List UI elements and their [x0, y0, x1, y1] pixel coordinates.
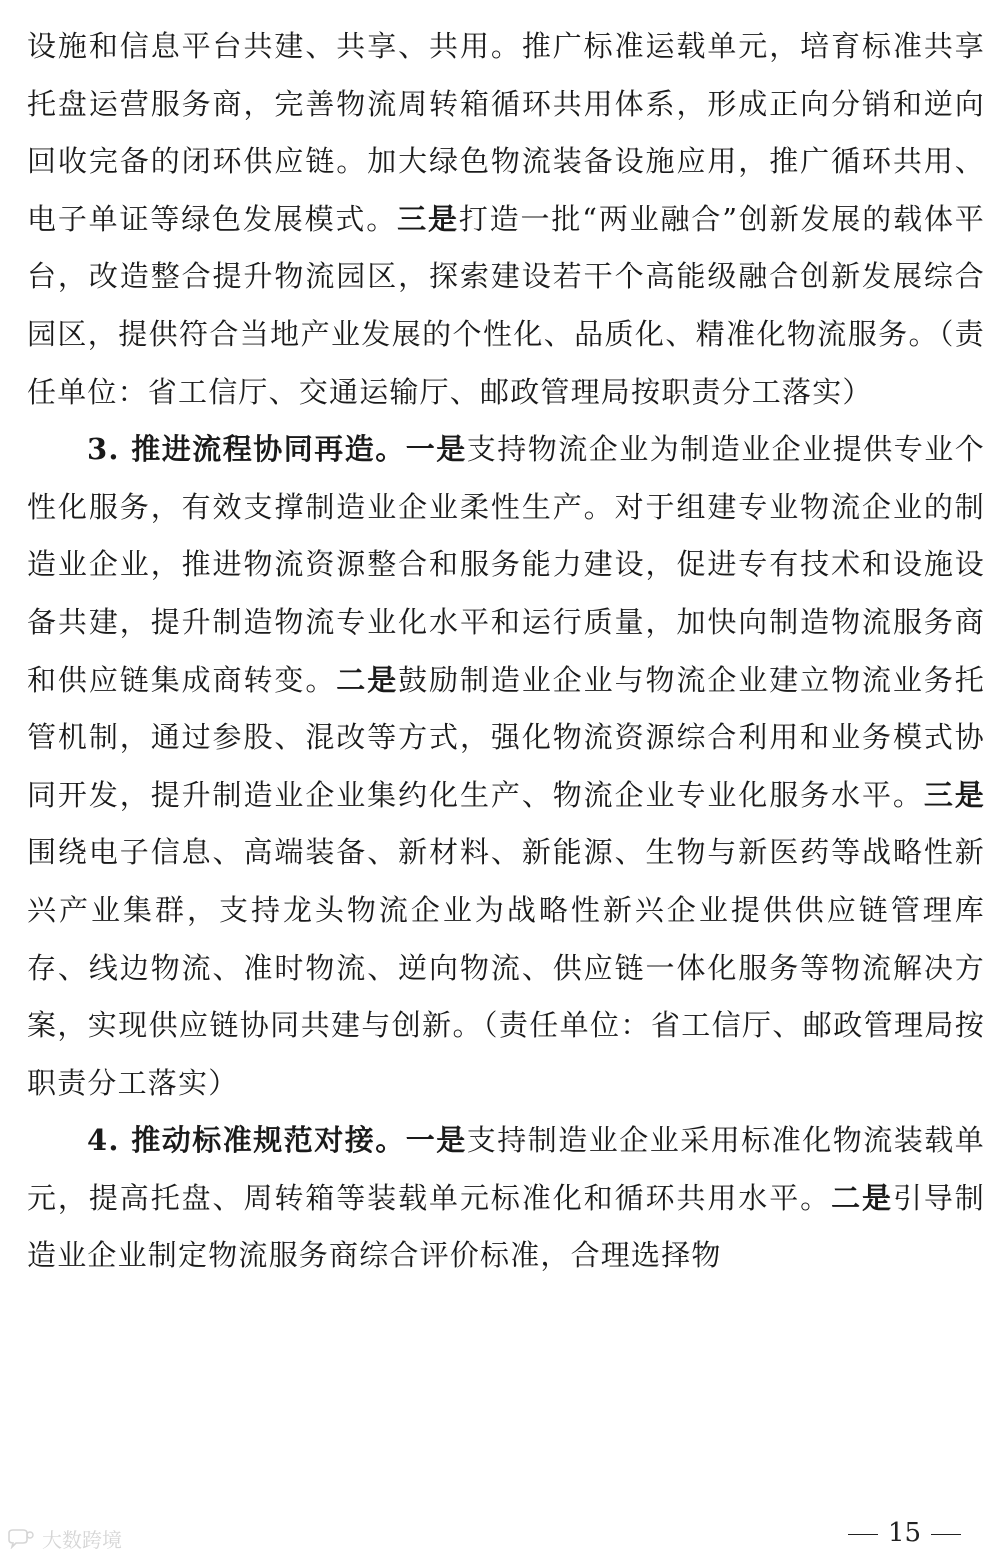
paragraph-1-text-2: 打造一批“两业融合”创新发展的载体平台，改造整合提升物流园区，探索建设若干个高能级融合创新发展综合园区，提供符合当地产业发展的个性化、品质化、精准化物流服务。（责任单位：省工信厅、交通运输厅、邮政管理局按职责分工落实） [27, 201, 985, 409]
paragraph-2-text-3: 围绕电子信息、高端装备、新材料、新能源、生物与新医药等战略性新兴产业集群，支持龙头物流企业为战略性新兴企业提供供应链管理库存、线边物流、准时物流、逆向物流、供应链一体化服务等物流解决方案，实现供应链协同共建与创新。（责任单位：省工信厅、邮政管理局按职责分工落实） [27, 835, 985, 1100]
document-page [27, 0, 985, 1285]
paragraph-2-heading: 3. 推进流程协同再造。 [87, 432, 406, 467]
paragraph-2-marker-2: 二是 [336, 662, 399, 697]
paragraph-3-text-1: 支持制造业企业采用标准化物流装载单元，提高托盘、周转箱等装载单元标准化和循环共用水平。 [27, 1123, 986, 1215]
paragraph-3-text-2: 引导制造业企业制定物流服务商综合评价标准，合理选择物 [27, 1180, 985, 1273]
paragraph-2-text-1: 支持物流企业为制造业企业提供专业个性化服务，有效支撑制造业企业柔性生产。对于组建专业物流企业的制造业企业，推进物流资源整合和服务能力建设，促进专有技术和设施设备共建，提升制造物流专业化水平和运行质量，加快向制造物流服务商和供应链集成商转变。 [27, 432, 986, 697]
paragraph-3-heading: 4. 推动标准规范对接。 [87, 1123, 406, 1158]
page-number-right-dash [931, 1534, 961, 1535]
paragraph-3 [27, 1112, 985, 1285]
paragraph-2 [27, 421, 985, 1112]
paragraph-1-marker-3: 三是 [397, 201, 459, 236]
paragraph-3-marker-2: 二是 [831, 1180, 893, 1215]
watermark-text: 大数跨境 [42, 1528, 122, 1552]
paragraph-2-marker-1: 一是 [405, 432, 467, 467]
chat-bubble-icon [6, 1529, 36, 1549]
paragraph-2-marker-3: 三是 [923, 777, 985, 812]
paragraph-3-marker-1: 一是 [405, 1123, 467, 1158]
watermark [6, 1524, 122, 1553]
paragraph-2-text-2: 鼓励制造业企业与物流企业建立物流业务托管机制，通过参股、混改等方式，强化物流资源综合利用和业务模式协同开发，提升制造业企业集约化生产、物流企业专业化服务水平。 [27, 662, 985, 812]
paragraph-1 [27, 0, 985, 421]
page-number-left-dash [848, 1534, 878, 1535]
page-number-value: 15 [888, 1518, 922, 1548]
page-number [838, 1518, 968, 1548]
paragraph-1-text: 设施和信息平台共建、共享、共用。推广标准运载单元，培育标准共享托盘运营服务商，完善物流周转箱循环共用体系，形成正向分销和逆向回收完备的闭环供应链。加大绿色物流装备设施应用，推广循环共用、电子单证等绿色发展模式。 [27, 29, 985, 236]
